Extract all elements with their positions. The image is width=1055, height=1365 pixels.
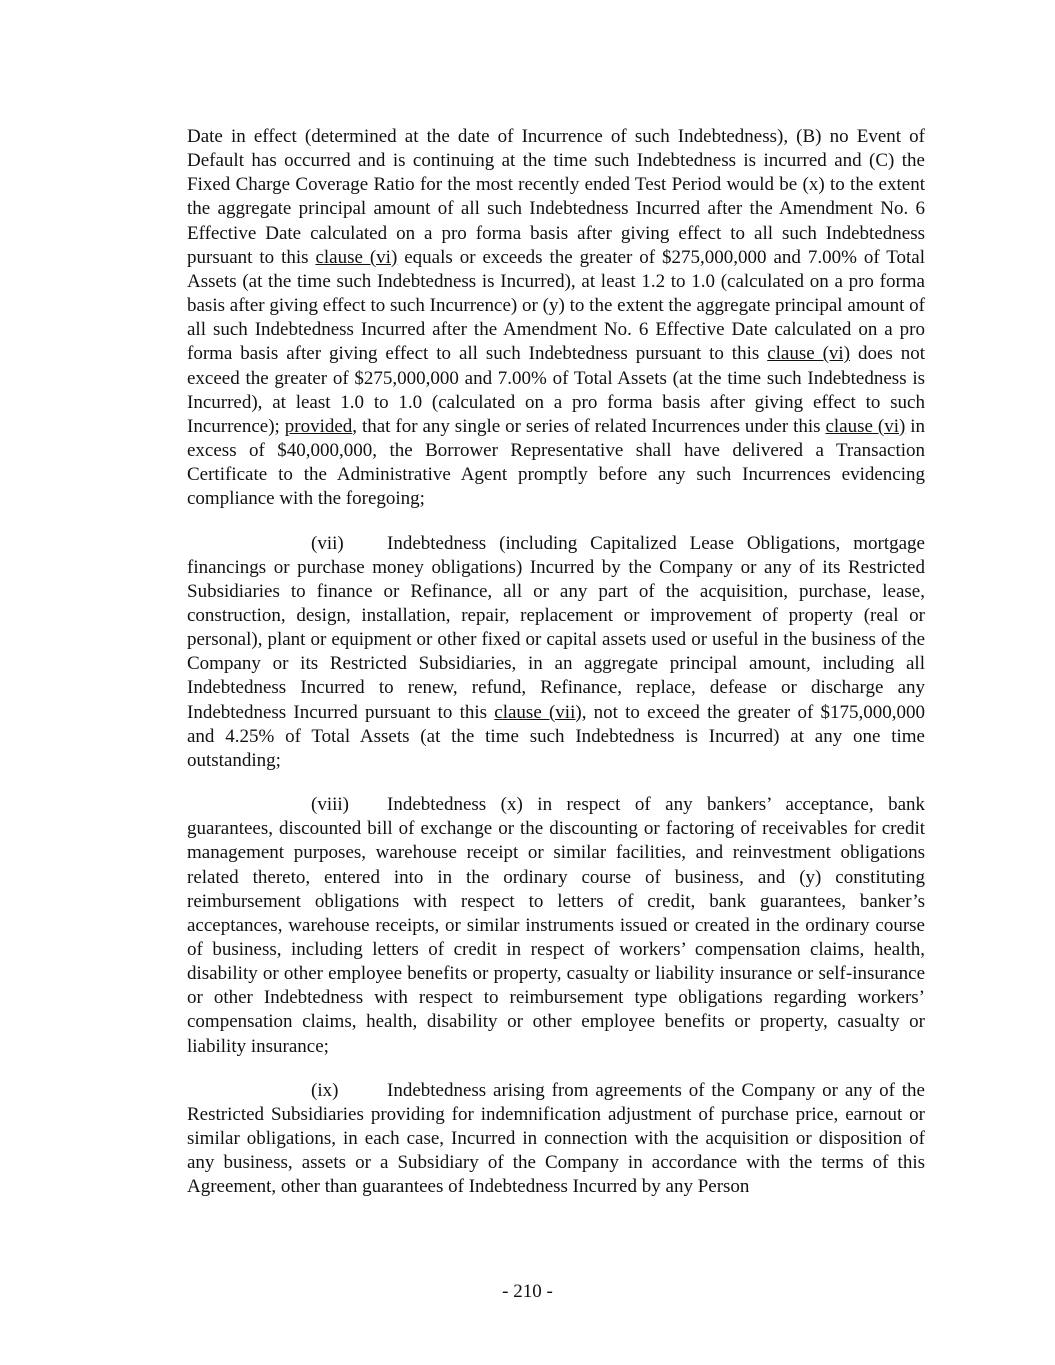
provided-term: provided xyxy=(284,415,353,437)
clause-number: (vii) xyxy=(311,532,344,554)
clause-number: (ix) xyxy=(311,1079,339,1101)
paragraph-text: Indebtedness arising from agreements of the Company or any of the Restricted Subsidiaries providing for indemnification adjustment of purchase price, earnout or similar obligations, in each case, Incurred in connection with the acquisition or disposition of any business, assets or a Subsidiary of the Company in accordance with the terms of this Agreement, other than guarantees of Indebtedness Incurred by any Person xyxy=(187,1079,925,1198)
paragraph-text: Indebtedness (x) in respect of any bankers’ acceptance, bank guarantees, discounted bill of exchange or the discounting or factoring of receivables for credit management purposes, warehouse receipt or similar facilities, and reinvestment obligations related thereto, entered into in the ordinary course of business, and (y) constituting reimbursement obligations with respect to letters of credit, bank guarantees, banker’s acceptances, warehouse receipts, or similar instruments issued or created in the ordinary course of business, including letters of credit in respect of workers’ compensation claims, health, disability or other employee benefits or property, casualty or liability insurance or self-insurance or other Indebtedness with respect to reimbursement type obligations regarding workers’ compensation claims, health, disability or other employee benefits or property, casualty or liability insurance; xyxy=(187,794,925,1057)
paragraph-text: , not to exceed the greater of $175,000,000 and 4.25% of Total Assets (at the time such Indebtedness is Incurred) at any one time outstanding; xyxy=(187,701,925,771)
clause-vi-reference: clause (vi) xyxy=(825,415,906,437)
paragraph-clause-ix xyxy=(187,1079,925,1200)
document-body xyxy=(187,125,925,1220)
paragraph-text: , that for any single or series of related Incurrences under this xyxy=(352,415,826,437)
paragraph-text: Indebtedness (including Capitalized Lease Obligations, mortgage financings or purchase money obligations) Incurred by the Company or any of its Restricted Subsidiaries to finance or Refinance, all or any part of the acquisition, purchase, lease, construction, design, installation, repair, replacement or improvement of property (real or personal), plant or equipment or other fixed or capital assets used or useful in the business of the Company or its Restricted Subsidiaries, in an aggregate principal amount, including all Indebtedness Incurred to renew, refund, Refinance, replace, defease or discharge any Indebtedness Incurred pursuant to this xyxy=(187,532,925,723)
clause-number: (viii) xyxy=(311,794,349,816)
clause-vii-reference: clause (vii) xyxy=(494,701,582,723)
clause-vi-reference: clause (vi) xyxy=(315,246,398,268)
page-number: - 210 - xyxy=(502,1281,553,1302)
paragraph-clause-vi-continued xyxy=(187,125,925,512)
paragraph-text: in excess of $40,000,000, the Borrower Representative shall have delivered a Transaction Certificate to the Administrative Agent promptly before any such Incurrences evidencing compliance with the foregoing; xyxy=(187,415,925,510)
paragraph-clause-viii xyxy=(187,793,925,1059)
paragraph-text: Date in effect (determined at the date of Incurrence of such Indebtedness), (B) no Event of Default has occurred and is continuing at the time such Indebtedness is incurred and (C) the Fixed Charge Coverage Ratio for the most recently ended Test Period would be (x) to the extent the aggregate principal amount of all such Indebtedness Incurred after the Amendment No. 6 Effective Date calculated on a pro forma basis after giving effect to all such Indebtedness pursuant to this xyxy=(187,126,925,268)
paragraph-clause-vii xyxy=(187,532,925,774)
clause-vi-reference: clause (vi) xyxy=(767,343,851,365)
paragraph-text: equals or exceeds the greater of $275,000,000 and 7.00% of Total Assets (at the time such Indebtedness is Incurred), at least 1.2 to 1.0 (calculated on a pro forma basis after giving effect to such Incurrence) or (y) to the extent the aggregate principal amount of all such Indebtedness Incurred after the Amendment No. 6 Effective Date calculated on a pro forma basis after giving effect to all such Indebtedness pursuant to this xyxy=(187,246,926,365)
paragraph-text: does not exceed the greater of $275,000,000 and 7.00% of Total Assets (at the time such Indebtedness is Incurred), at least 1.0 to 1.0 (calculated on a pro forma basis after giving effect to such Incurrence); xyxy=(187,343,926,437)
